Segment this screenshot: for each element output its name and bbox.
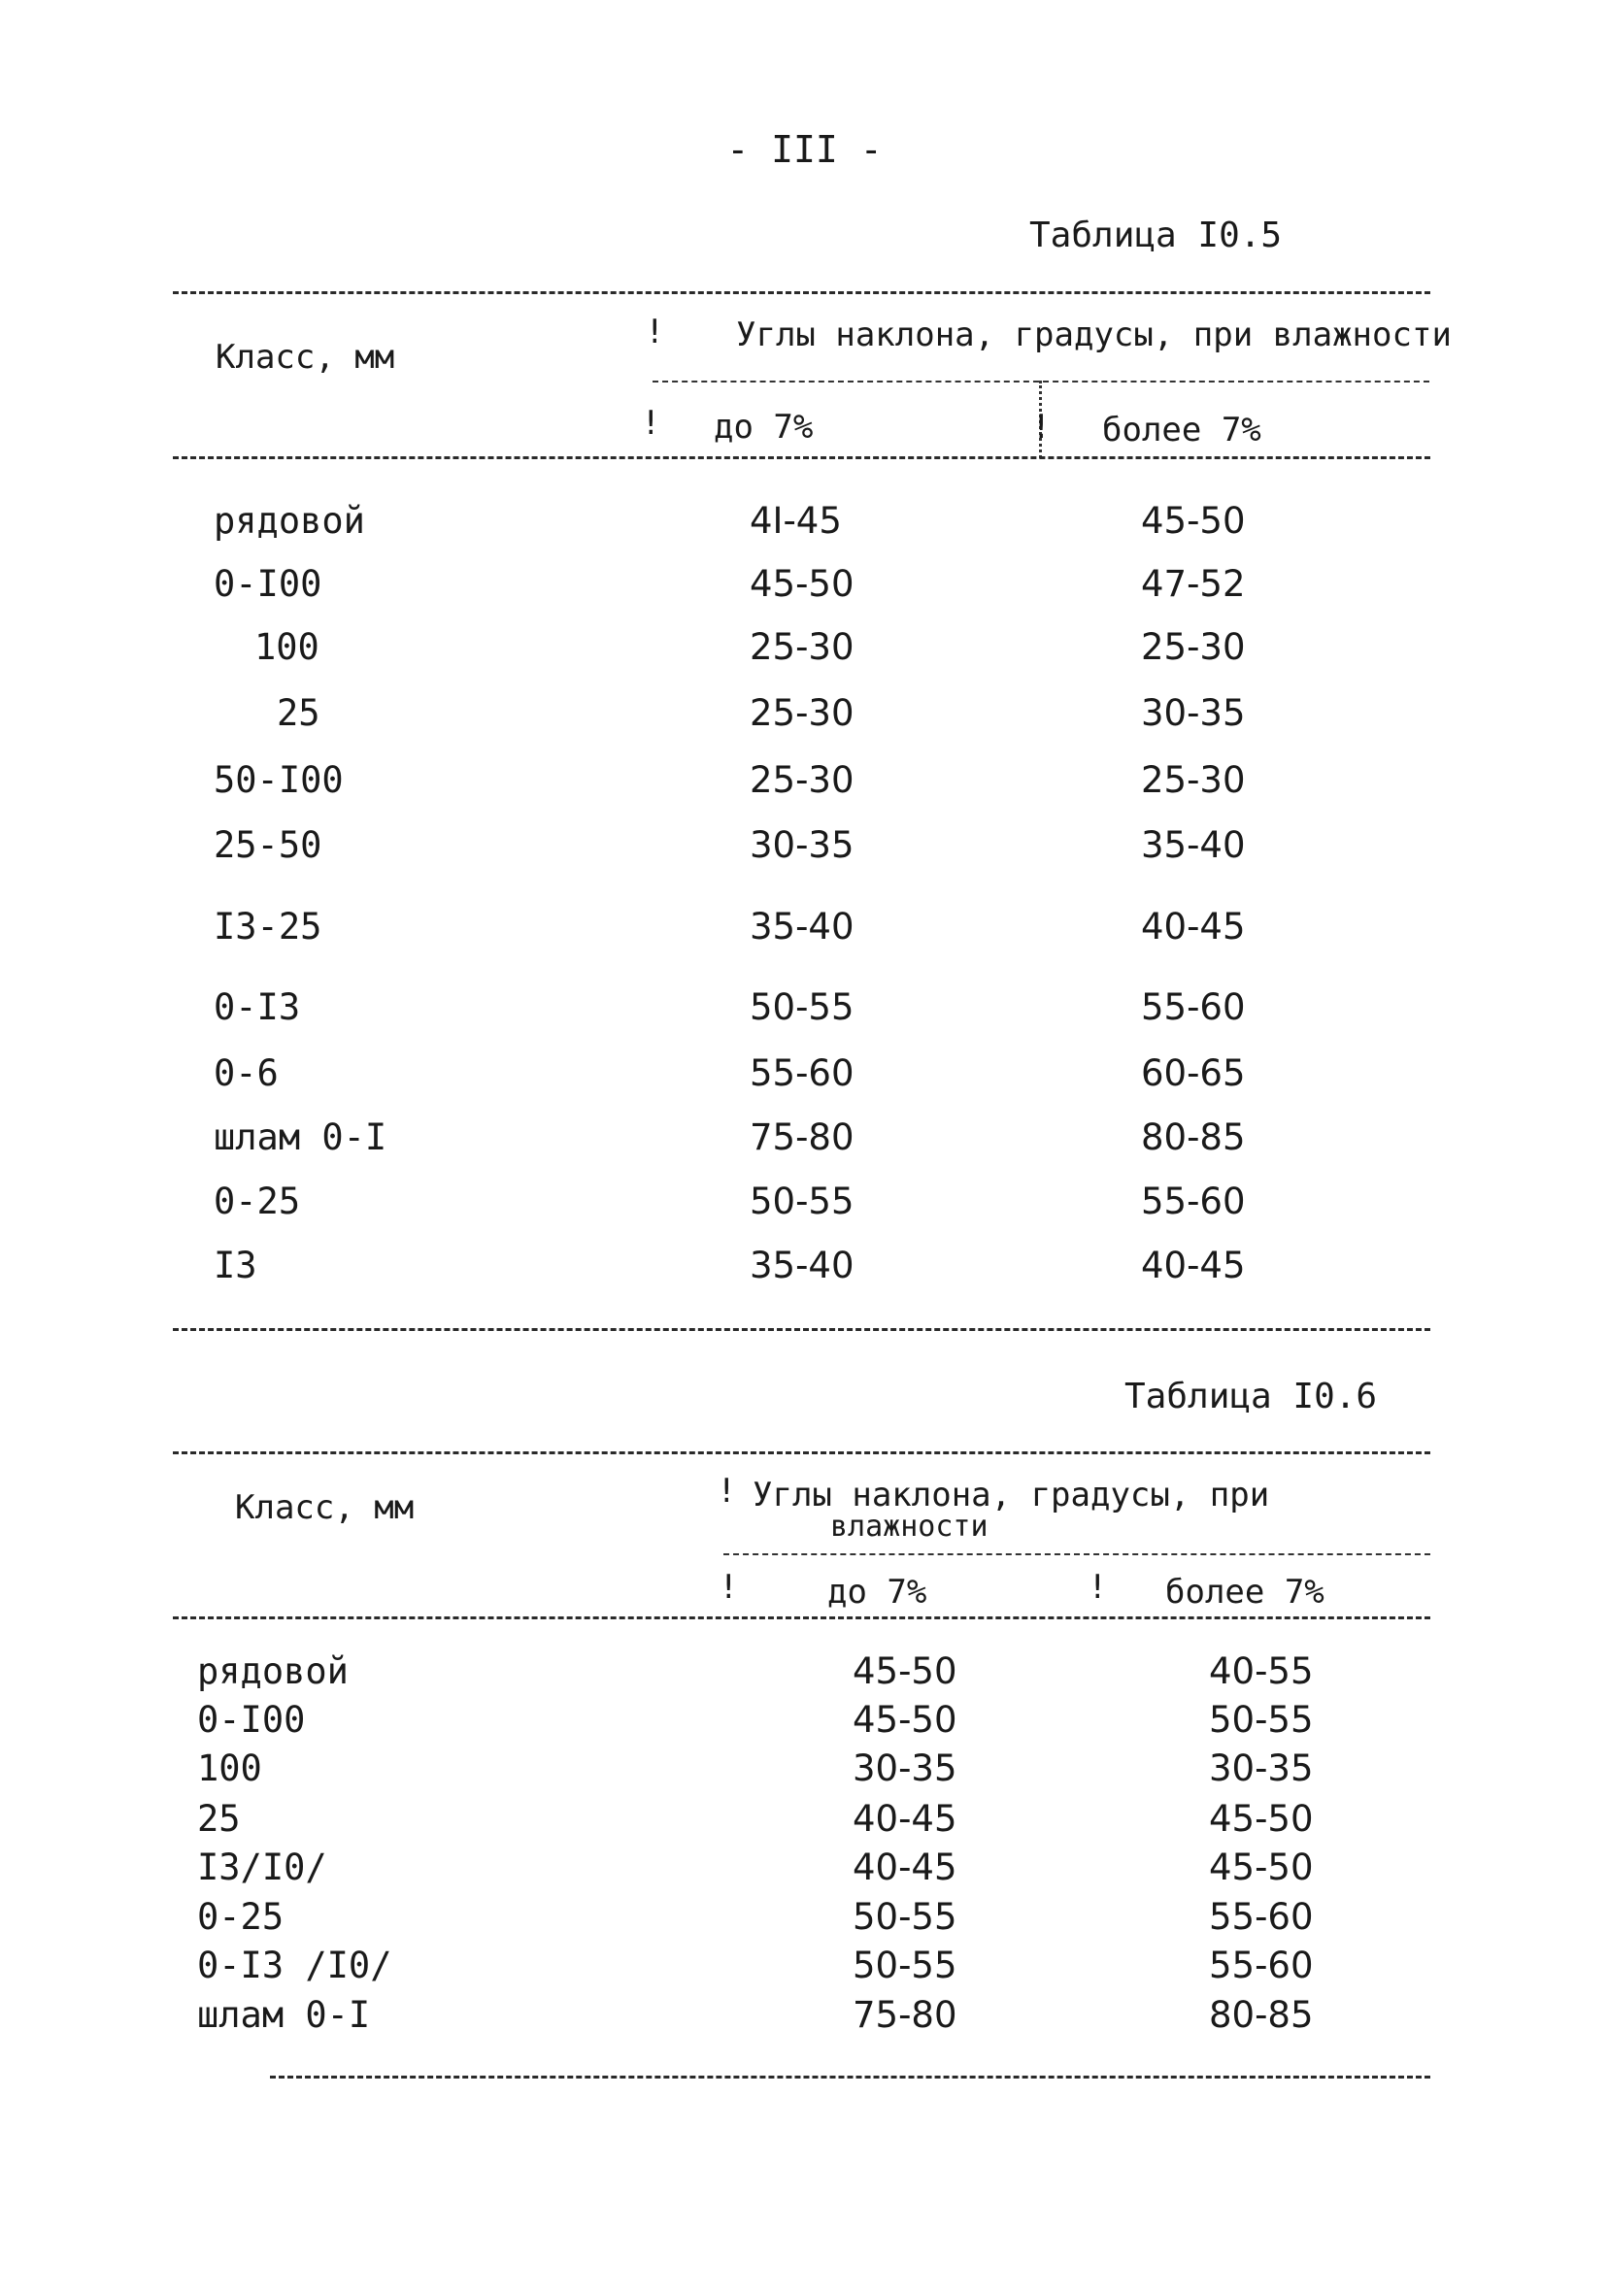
table1-cell-low: 45-50 (750, 563, 855, 605)
table1-cell-low: 25-30 (750, 692, 855, 734)
table2-high-header: более 7% (1165, 1573, 1324, 1612)
table2-group-header-line2: влажности (830, 1510, 989, 1544)
table2-caption: Таблица I0.6 (1124, 1377, 1378, 1416)
table1-cell-low: 35-40 (750, 906, 855, 948)
table1-low-separator: ! (641, 404, 661, 443)
table2-cell-class: 0-I00 (197, 1699, 306, 1741)
table1-header-rule (173, 456, 1430, 459)
table1-cell-high: 55-60 (1141, 1181, 1246, 1222)
table1-cell-high: 60-65 (1141, 1052, 1246, 1094)
table1-cell-low: 4I-45 (750, 500, 842, 542)
table2-group-header-line1: Углы наклона, градусы, при (753, 1476, 1270, 1514)
table2-cell-class: 25 (197, 1798, 241, 1840)
table1-cell-low: 25-30 (750, 626, 855, 668)
table1-cell-class: 50-I00 (214, 759, 344, 801)
table1-cell-high: 25-30 (1141, 626, 1246, 668)
table2-header-separator: ! (717, 1472, 737, 1511)
table2-cell-high: 55-60 (1209, 1896, 1314, 1938)
table2-cell-low: 40-45 (853, 1847, 957, 1888)
table1-high-header: более 7% (1102, 411, 1261, 449)
table2-cell-low: 45-50 (853, 1699, 957, 1741)
table2-cell-low: 50-55 (853, 1945, 957, 1986)
table2-cell-high: 40-55 (1209, 1650, 1314, 1692)
table1-cell-low: 75-80 (750, 1116, 855, 1158)
table1-cell-low: 30-35 (750, 824, 855, 866)
table2-bottom-rule (270, 2076, 1430, 2079)
table1-cell-high: 30-35 (1141, 692, 1246, 734)
table2-cell-low: 40-45 (853, 1798, 957, 1840)
table1-top-rule (173, 291, 1430, 294)
table2-class-header: Класс, мм (235, 1488, 415, 1527)
table2-cell-high: 55-60 (1209, 1945, 1314, 1986)
table2-subheader-rule (723, 1553, 1430, 1555)
table1-cell-high: 40-45 (1141, 906, 1246, 948)
table1-cell-class: 0-I3 (214, 986, 301, 1028)
table2-header-rule (173, 1616, 1430, 1619)
table2-cell-high: 30-35 (1209, 1747, 1314, 1789)
table1-bottom-rule (173, 1328, 1430, 1331)
table2-cell-class: 0-25 (197, 1896, 285, 1938)
table1-cell-class: 0-I00 (214, 563, 322, 605)
table1-high-separator: ! (1031, 408, 1052, 447)
table2-cell-class: шлам 0-I (197, 1994, 371, 2036)
table1-cell-low: 35-40 (750, 1245, 855, 1286)
table2-cell-class: I3/I0/ (197, 1847, 327, 1888)
table1-cell-class: 0-25 (214, 1181, 301, 1222)
table2-cell-class: рядовой (197, 1650, 349, 1692)
table1-cell-high: 25-30 (1141, 759, 1246, 801)
table1-cell-class: 100 (254, 626, 319, 668)
table2-low-header: до 7% (827, 1573, 927, 1612)
table1-class-header: Класс, мм (216, 338, 395, 377)
table2-cell-low: 75-80 (853, 1994, 957, 2036)
table2-high-separator: ! (1088, 1568, 1108, 1607)
table2-top-rule (173, 1451, 1430, 1454)
table1-cell-class: I3-25 (214, 906, 322, 948)
table1-cell-high: 45-50 (1141, 500, 1246, 542)
table1-cell-class: 0-6 (214, 1052, 279, 1094)
table1-low-header: до 7% (714, 408, 814, 447)
table2-cell-high: 45-50 (1209, 1798, 1314, 1840)
table2-cell-low: 30-35 (853, 1747, 957, 1789)
table1-cell-high: 55-60 (1141, 986, 1246, 1028)
table1-caption: Таблица I0.5 (1029, 216, 1283, 255)
table1-cell-low: 55-60 (750, 1052, 855, 1094)
table1-cell-low: 50-55 (750, 986, 855, 1028)
table2-cell-class: 0-I3 /I0/ (197, 1945, 392, 1986)
table2-low-separator: ! (719, 1568, 739, 1607)
table1-header-separator: ! (645, 313, 665, 351)
table1-cell-class: рядовой (214, 500, 365, 542)
table2-cell-high: 45-50 (1209, 1847, 1314, 1888)
table1-cell-class: I3 (214, 1245, 257, 1286)
table1-cell-high: 35-40 (1141, 824, 1246, 866)
table2-cell-low: 45-50 (853, 1650, 957, 1692)
table1-cell-class: 25-50 (214, 824, 322, 866)
table2-cell-class: 100 (197, 1747, 262, 1789)
table1-cell-low: 25-30 (750, 759, 855, 801)
table1-cell-low: 50-55 (750, 1181, 855, 1222)
table1-cell-high: 40-45 (1141, 1245, 1246, 1286)
table1-cell-class: шлам 0-I (214, 1116, 387, 1158)
page-number: - III - (726, 128, 883, 171)
table1-cell-class: 25 (277, 692, 320, 734)
table1-group-header: Углы наклона, градусы, при влажности (736, 316, 1452, 354)
table2-cell-high: 80-85 (1209, 1994, 1314, 2036)
table2-cell-high: 50-55 (1209, 1699, 1314, 1741)
table1-cell-high: 47-52 (1141, 563, 1246, 605)
table2-cell-low: 50-55 (853, 1896, 957, 1938)
table1-cell-high: 80-85 (1141, 1116, 1246, 1158)
